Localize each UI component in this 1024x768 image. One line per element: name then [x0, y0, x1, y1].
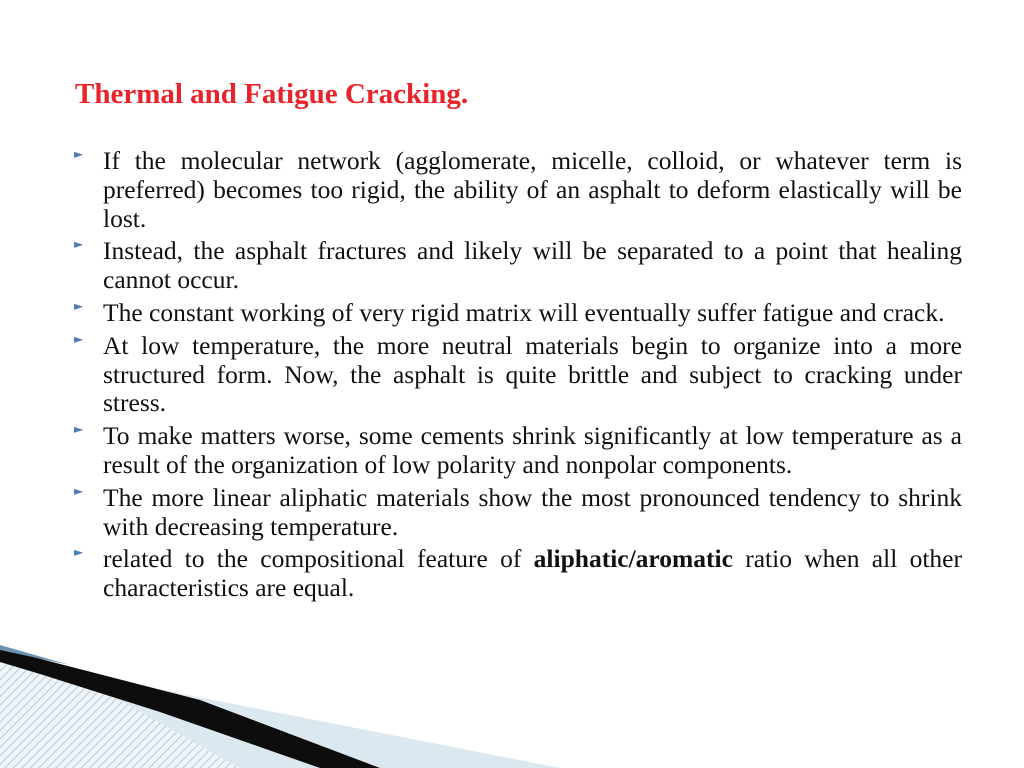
slide-title: Thermal and Fatigue Cracking. [75, 78, 469, 110]
bullet-item [74, 332, 962, 418]
bullet-item [74, 422, 962, 480]
bullet-text: The more linear aliphatic materials show the most pronounced tendency to shrink with decreasing temperature. [103, 482, 962, 541]
bullet-text-post: ratio when all other characteristics are equal. [103, 544, 962, 603]
bullet-text: If the molecular network (agglomerate, micelle, colloid, or whatever term is preferred) becomes too rigid, the ability of an asphalt to deform elastically will be lost. [103, 146, 962, 233]
triangle-right-icon: ► [74, 545, 84, 560]
bullet-text-pre: related to the compositional feature of [103, 544, 534, 574]
triangle-right-icon: ► [74, 298, 84, 313]
bullet-text [103, 544, 962, 602]
bullet-text: The constant working of very rigid matrix will eventually suffer fatigue and crack. [103, 297, 945, 327]
bullet-item [74, 484, 962, 542]
bullet-text: To make matters worse, some cements shrink significantly at low temperature as a result of the organization of low polarity and nonpolar components. [103, 421, 962, 479]
decor-hatched-band [0, 650, 360, 768]
triangle-right-icon: ► [74, 483, 84, 498]
bullet-item [74, 299, 962, 328]
bullet-text: Instead, the asphalt fractures and likely will be separated to a point that healing cannot occur. [103, 236, 962, 295]
decor-dark-swoosh [0, 648, 380, 768]
triangle-right-icon: ► [74, 422, 84, 437]
decor-light-band [70, 672, 560, 768]
decor-blue-edge [0, 645, 70, 665]
triangle-right-icon: ► [74, 147, 84, 161]
triangle-right-icon: ► [74, 237, 84, 252]
bullet-item [74, 545, 962, 603]
bullet-text-bold-term: aliphatic/aromatic [533, 544, 733, 574]
bullet-item [74, 147, 962, 233]
bullet-item [74, 237, 962, 295]
bullet-list [74, 147, 962, 607]
triangle-right-icon: ► [74, 331, 84, 346]
bullet-text: At low temperature, the more neutral materials begin to organize into a more structured form. Now, the asphalt is quite brittle and subject to cracking under stress. [103, 330, 962, 418]
